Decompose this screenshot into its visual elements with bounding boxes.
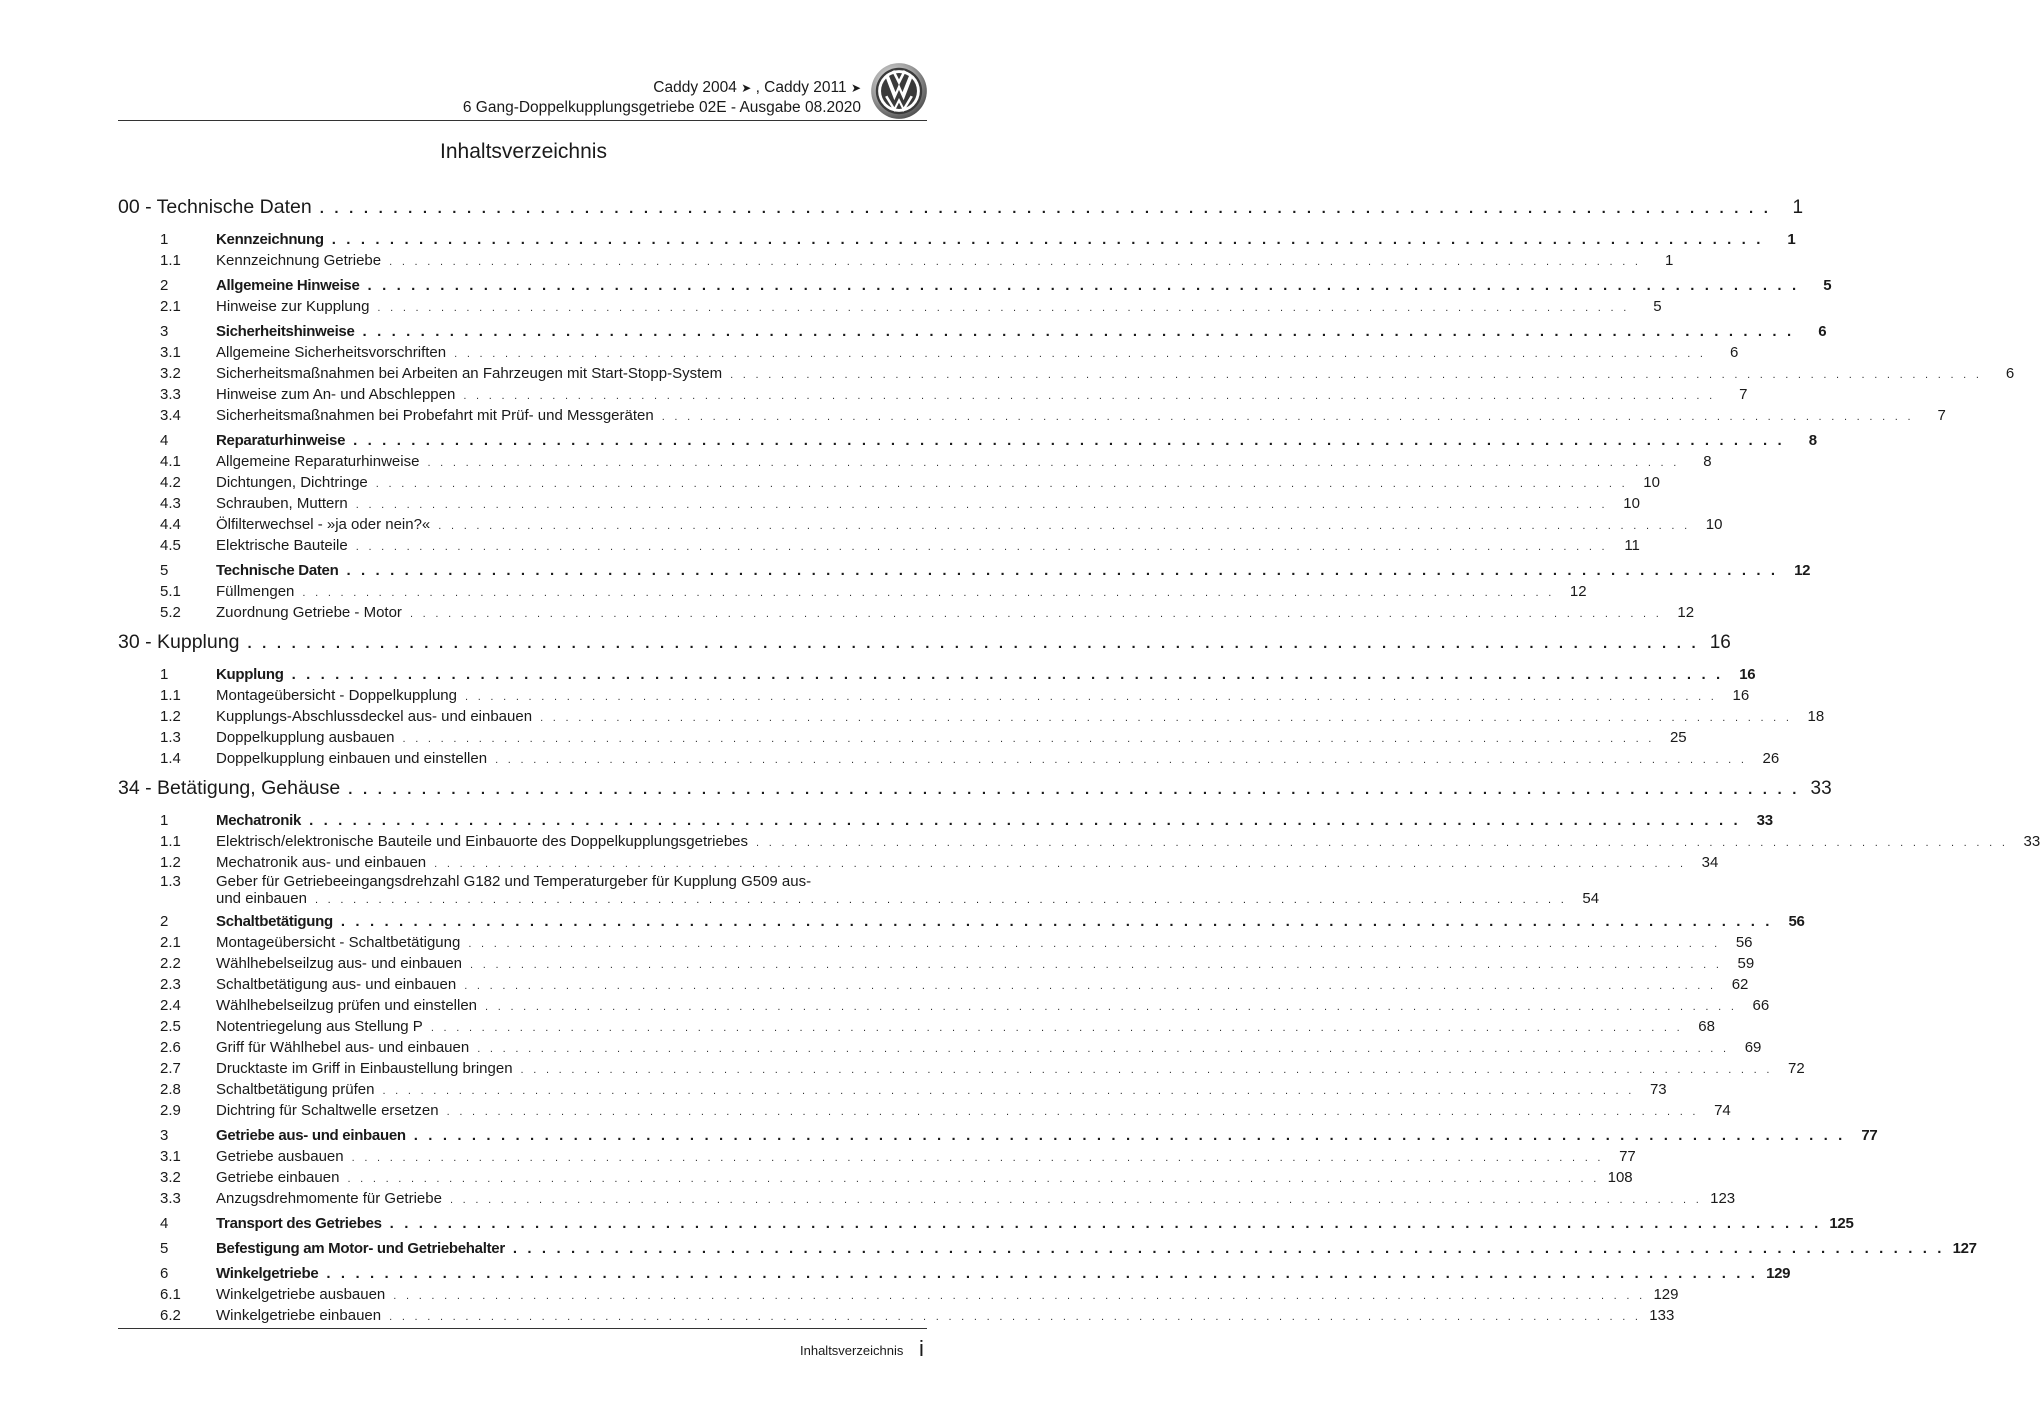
leader-dots: . . . . . . . . . . . . . . . . . . . . . . . . . . . . . . . . . . . . . . . . . . . . . . . . . . . . . . . . . . . . . . . . . . . . . . . . . . . . . . . . . . . . . . . . . . . . . . . . . . .: [389, 256, 1642, 268]
toc-chapter[interactable]: [118, 190, 1804, 225]
toc-subsection[interactable]: [118, 727, 1687, 748]
toc-title: Sicherheitshinweise: [216, 323, 355, 340]
toc-title: Winkelgetriebe ausbauen: [216, 1286, 386, 1303]
toc-subsection[interactable]: [118, 514, 1723, 535]
toc-page-number: 73: [1649, 1081, 1667, 1098]
toc-number: 1: [160, 231, 169, 248]
leader-dots: . . . . . . . . . . . . . . . . . . . . . . . . . . . . . . . . . . . . . . . . . . . . . . . . . . . . . . . . . . . . . . . . . . . . . . . . . . . . . . . . . . . . . . . . . . . . . . . . . . .: [291, 666, 1724, 683]
leader-dots: . . . . . . . . . . . . . . . . . . . . . . . . . . . . . . . . . . . . . . . . . . . . . . . . . . . . . . . . . . . . . . . . . . . . . . . . . . . . . . . . . . . . . . . . . . . . . . . . . . .: [309, 812, 1741, 829]
toc-title: Allgemeine Reparaturhinweise: [216, 453, 420, 470]
toc-number: 3.4: [160, 407, 181, 424]
toc-title: Winkelgetriebe: [216, 1265, 319, 1282]
leader-dots: . . . . . . . . . . . . . . . . . . . . . . . . . . . . . . . . . . . . . . . . . . . . . . . . . . . . . . . . . . . . . . . . . . . . . . . . . . . . . . . . . . . . . . . . . . . . . . . . . . .: [434, 858, 1687, 870]
leader-dots: . . . . . . . . . . . . . . . . . . . . . . . . . . . . . . . . . . . . . . . . . . . . . . . . . . . . . . . . . . . . . . . . . . . . . . . . . . . . . . . . . . . . . . . . . . . . . . . . . . .: [402, 733, 1655, 745]
leader-dots: . . . . . . . . . . . . . . . . . . . . . . . . . . . . . . . . . . . . . . . . . . . . . . . . . . . . . . . . . . . . . . . . . . . . . . . . . . . . . . . . . . . . . . . . . . . . . . . . . . .: [355, 499, 1608, 511]
leader-dots: . . . . . . . . . . . . . . . . . . . . . . . . . . . . . . . . . . . . . . . . . . . . . . . . . . . . . . . . . . . . . . . . . . . . . . . . . . . . . . . . . . . . . . . . . . . . . . . . . . .: [382, 1085, 1635, 1097]
toc-entry-body: [216, 873, 1599, 909]
header-vehicle-line: [161, 78, 861, 98]
toc-title: Kupplung: [216, 666, 284, 683]
toc-subsection[interactable]: [118, 1079, 1667, 1100]
toc-subsection[interactable]: [118, 932, 1753, 953]
toc-page-number: 74: [1714, 1102, 1731, 1119]
toc-title: Mechatronik aus- und einbauen: [216, 854, 427, 871]
toc-page-number: 127: [1952, 1240, 1977, 1257]
leader-dots: . . . . . . . . . . . . . . . . . . . . . . . . . . . . . . . . . . . . . . . . . . . . . . . . . . . . . . . . . . . . . . . . . . . . . . . . . . . . . . . . . . . . . . . . . . . . . . . . . . .: [326, 1265, 1759, 1282]
toc-page-number: 59: [1737, 955, 1755, 972]
toc-page-number: 5: [1823, 277, 1832, 294]
toc-number: 1.1: [160, 833, 181, 850]
toc-page-number: 1: [1792, 197, 1804, 218]
toc-section[interactable]: [118, 275, 1832, 296]
toc-page-number: 7: [1739, 386, 1748, 403]
leader-dots: . . . . . . . . . . . . . . . . . . . . . . . . . . . . . . . . . . . . . . . . . . . . . . . . . . . . . . . . . . . . . . . . . . . . . . . . . . . . . . . . . . . . . . . . . . . . . . . . . . .: [347, 1173, 1600, 1185]
toc-title: Zuordnung Getriebe - Motor: [216, 604, 402, 621]
leader-dots: . . . . . . . . . . . . . . . . . . . . . . . . . . . . . . . . . . . . . . . . . . . . . . . . . . . . . . . . . . . . . . . . . . . . . . . . . . . . . . . . . . . . . . . . . . . . . . . . . . .: [389, 1311, 1642, 1323]
leader-dots: . . . . . . . . . . . . . . . . . . . . . . . . . . . . . . . . . . . . . . . . . . . . . . . . . . . . . . . . . . . . . . . . . . . . . . . . . . . . . . . . . . . . . . . . . . . . . . . . . . .: [355, 541, 1608, 553]
toc-page-number: 12: [1569, 583, 1587, 600]
leader-dots: . . . . . . . . . . . . . . . . . . . . . . . . . . . . . . . . . . . . . . . . . . . . . . . . . . . . . . . . . . . . . . . . . . . . . . . . . . . . . . . . . . . . . . . . . . . . . . . . . . .: [247, 635, 1699, 652]
toc-page-number: 77: [1861, 1127, 1878, 1144]
toc-title: Elektrische Bauteile: [216, 537, 348, 554]
toc-subsection[interactable]: [118, 250, 1674, 271]
toc-title: Transport des Getriebes: [216, 1215, 382, 1232]
leader-dots: . . . . . . . . . . . . . . . . . . . . . . . . . . . . . . . . . . . . . . . . . . . . . . . . . . . . . . . . . . . . . . . . . . . . . . . . . . . . . . . . . . . . . . . . . . . . . . . . . . .: [463, 390, 1716, 402]
toc-number: 4: [160, 1215, 169, 1232]
toc-subsection[interactable]: [118, 1058, 1805, 1079]
toc-number: 1.1: [160, 252, 181, 269]
footer-page-numeral: i: [919, 1336, 924, 1361]
toc-page-number: 123: [1710, 1190, 1736, 1207]
toc-number: 2.2: [160, 955, 181, 972]
toc-title: Kennzeichnung Getriebe: [216, 252, 382, 269]
toc-number: 3.3: [160, 386, 181, 403]
toc-section[interactable]: [118, 1263, 1791, 1284]
toc-number: 4.5: [160, 537, 181, 554]
toc-title: Hinweise zum An- und Abschleppen: [216, 386, 456, 403]
leader-dots: . . . . . . . . . . . . . . . . . . . . . . . . . . . . . . . . . . . . . . . . . . . . . . . . . . . . . . . . . . . . . . . . . . . . . . . . . . . . . . . . . . . . . . . . . . . . . . . . . . .: [367, 277, 1800, 294]
toc-page-number: 56: [1735, 934, 1753, 951]
toc-section[interactable]: [118, 1238, 1977, 1259]
toc-subsection[interactable]: [118, 1167, 1633, 1188]
toc-subsection[interactable]: [118, 1037, 1762, 1058]
toc-subsection[interactable]: [118, 363, 2015, 384]
toc-subsection[interactable]: [118, 296, 1662, 317]
toc-title: 34 - Betätigung, Gehäuse: [118, 777, 341, 799]
toc-number: 4.3: [160, 495, 181, 512]
leader-dots: . . . . . . . . . . . . . . . . . . . . . . . . . . . . . . . . . . . . . . . . . . . . . . . . . . . . . . . . . . . . . . . . . . . . . . . . . . . . . . . . . . . . . . . . . . . . . . . . . . .: [377, 302, 1630, 314]
toc-title: Griff für Wählhebel aus- und einbauen: [216, 1039, 470, 1056]
leader-dots: . . . . . . . . . . . . . . . . . . . . . . . . . . . . . . . . . . . . . . . . . . . . . . . . . . . . . . . . . . . . . . . . . . . . . . . . . . . . . . . . . . . . . . . . . . . . . . . . . . .: [540, 712, 1793, 724]
toc-subsection[interactable]: [118, 831, 2040, 852]
arrow-icon: ➤: [850, 81, 861, 95]
leader-dots: . . . . . . . . . . . . . . . . . . . . . . . . . . . . . . . . . . . . . . . . . . . . . . . . . . . . . . . . . . . . . . . . . . . . . . . . . . . . . . . . . . . . . . . . . . . . . . . . . . .: [454, 348, 1707, 360]
toc-page-number: 10: [1705, 516, 1723, 533]
toc-section[interactable]: [118, 1213, 1854, 1234]
toc-number: 1.2: [160, 708, 181, 725]
toc-title: Technische Daten: [216, 562, 339, 579]
header-model-2: , Caddy 2011: [755, 79, 847, 96]
toc-number: 2: [160, 913, 169, 930]
toc-number: 4.4: [160, 516, 181, 533]
header-rule: [118, 120, 927, 121]
toc-section[interactable]: [118, 560, 1811, 581]
toc-page-number: 77: [1619, 1148, 1636, 1165]
toc-page-number: 8: [1808, 432, 1817, 449]
toc-page-number: 6: [2005, 365, 2015, 382]
toc-title: Ölfilterwechsel - »ja oder nein?«: [216, 516, 431, 533]
leader-dots: . . . . . . . . . . . . . . . . . . . . . . . . . . . . . . . . . . . . . . . . . . . . . . . . . . . . . . . . . . . . . . . . . . . . . . . . . . . . . . . . . . . . . . . . . . . . . . . . . . .: [319, 200, 1772, 217]
toc-title: Hinweise zur Kupplung: [216, 298, 370, 315]
toc-title: Wählhebelseilzug aus- und einbauen: [216, 955, 463, 972]
leader-dots: . . . . . . . . . . . . . . . . . . . . . . . . . . . . . . . . . . . . . . . . . . . . . . . . . . . . . . . . . . . . . . . . . . . . . . . . . . . . . . . . . . . . . . . . . . . . . . . . . . .: [470, 959, 1723, 971]
toc-title: Befestigung am Motor- und Getriebehalter: [216, 1240, 505, 1257]
toc-page-number: 7: [1937, 407, 1946, 424]
toc-page-number: 11: [1624, 537, 1640, 554]
table-of-contents: [118, 188, 2040, 1326]
toc-title: Montageübersicht - Doppelkupplung: [216, 687, 457, 704]
toc-page-number: 66: [1752, 997, 1770, 1014]
header-subtitle: 6 Gang-Doppelkupplungsgetriebe 02E - Ausgabe 08.2020: [462, 99, 861, 116]
toc-number: 6: [160, 1265, 169, 1282]
leader-dots: . . . . . . . . . . . . . . . . . . . . . . . . . . . . . . . . . . . . . . . . . . . . . . . . . . . . . . . . . . . . . . . . . . . . . . . . . . . . . . . . . . . . . . . . . . . . . . . . . . .: [520, 1064, 1773, 1076]
toc-number: 1.2: [160, 854, 181, 871]
toc-subsection[interactable]: [118, 602, 1695, 623]
toc-title-continuation: [216, 890, 1599, 909]
toc-title: Getriebe aus- und einbauen: [216, 1127, 406, 1144]
page-title: Inhaltsverzeichnis: [440, 140, 607, 163]
toc-number: 2: [160, 277, 169, 294]
toc-number: 2.1: [160, 298, 181, 315]
toc-title: Drucktaste im Griff in Einbaustellung bringen: [216, 1060, 513, 1077]
toc-number: 2.1: [160, 934, 181, 951]
toc-page-number: 16: [1709, 632, 1731, 653]
toc-title: Allgemeine Hinweise: [216, 277, 360, 294]
toc-page-number: 6: [1729, 344, 1739, 361]
toc-number: 5.2: [160, 604, 181, 621]
toc-number: 4: [160, 432, 169, 449]
leader-dots: . . . . . . . . . . . . . . . . . . . . . . . . . . . . . . . . . . . . . . . . . . . . . . . . . . . . . . . . . . . . . . . . . . . . . . . . . . . . . . . . . . . . . . . . . . . . . . . . . . .: [413, 1127, 1846, 1144]
toc-subsection[interactable]: [118, 472, 1660, 493]
toc-page-number: 133: [1649, 1307, 1675, 1324]
leader-dots: . . . . . . . . . . . . . . . . . . . . . . . . . . . . . . . . . . . . . . . . . . . . . . . . . . . . . . . . . . . . . . . . . . . . . . . . . . . . . . . . . . . . . . . . . . . . . . . . . . .: [730, 369, 1983, 381]
leader-dots: . . . . . . . . . . . . . . . . . . . . . . . . . . . . . . . . . . . . . . . . . . . . . . . . . . . . . . . . . . . . . . . . . . . . . . . . . . . . . . . . . . . . . . . . . . . . . . . . . . .: [340, 913, 1773, 930]
toc-title: Füllmengen: [216, 583, 295, 600]
toc-chapter[interactable]: [118, 771, 1832, 806]
toc-number: 3.3: [160, 1190, 181, 1207]
toc-number: 2.9: [160, 1102, 181, 1119]
toc-title: Kennzeichnung: [216, 231, 324, 248]
toc-subsection[interactable]: [118, 535, 1640, 556]
toc-subsection[interactable]: [118, 1146, 1636, 1167]
toc-number: 3: [160, 1127, 169, 1144]
toc-title: 30 - Kupplung: [118, 631, 240, 653]
toc-subsection[interactable]: [118, 852, 1719, 873]
leader-dots: . . . . . . . . . . . . . . . . . . . . . . . . . . . . . . . . . . . . . . . . . . . . . . . . . . . . . . . . . . . . . . . . . . . . . . . . . . . . . . . . . . . . . . . . . . . . . . . . . . .: [449, 1194, 1703, 1206]
toc-title: Montageübersicht - Schaltbetätigung: [216, 934, 461, 951]
toc-title: Schrauben, Muttern: [216, 495, 348, 512]
toc-page-number: 72: [1788, 1060, 1805, 1077]
toc-number: 6.1: [160, 1286, 181, 1303]
toc-number: 1: [160, 812, 169, 829]
toc-number: 2.4: [160, 997, 181, 1014]
leader-dots: . . . . . . . . . . . . . . . . . . . . . . . . . . . . . . . . . . . . . . . . . . . . . . . . . . . . . . . . . . . . . . . . . . . . . . . . . . . . . . . . . . . . . . . . . . . . . . . . . . .: [362, 323, 1795, 340]
leader-dots: . . . . . . . . . . . . . . . . . . . . . . . . . . . . . . . . . . . . . . . . . . . . . . . . . . . . . . . . . . . . . . . . . . . . . . . . . . . . . . . . . . . . . . . . . . . . . . . . . . .: [375, 478, 1628, 490]
toc-number: 3: [160, 323, 169, 340]
toc-title: 00 - Technische Daten: [118, 196, 312, 218]
toc-chapter[interactable]: [118, 625, 1731, 660]
toc-title: Kupplungs-Abschlussdeckel aus- und einbauen: [216, 708, 533, 725]
toc-page-number: 54: [1582, 890, 1600, 907]
toc-page-number: 6: [1818, 323, 1827, 340]
toc-page-number: 33: [2023, 833, 2040, 850]
leader-dots: . . . . . . . . . . . . . . . . . . . . . . . . . . . . . . . . . . . . . . . . . . . . . . . . . . . . . . . . . . . . . . . . . . . . . . . . . . . . . . . . . . . . . . . . . . . . . . . . . . .: [512, 1240, 1945, 1257]
toc-page-number: 26: [1762, 750, 1780, 767]
toc-subsection[interactable]: [118, 1305, 1675, 1326]
toc-section[interactable]: [118, 321, 1827, 342]
toc-title: Notentriegelung aus Stellung P: [216, 1018, 423, 1035]
toc-section[interactable]: [118, 664, 1756, 685]
leader-dots: . . . . . . . . . . . . . . . . . . . . . . . . . . . . . . . . . . . . . . . . . . . . . . . . . . . . . . . . . . . . . . . . . . . . . . . . . . . . . . . . . . . . . . . . . . . . . . . . . . .: [430, 1022, 1683, 1034]
toc-subsection[interactable]: [118, 1016, 1715, 1037]
leader-dots: . . . . . . . . . . . . . . . . . . . . . . . . . . . . . . . . . . . . . . . . . . . . . . . . . . . . . . . . . . . . . . . . . . . . . . . . . . . . . . . . . . . . . . . . . . . . . . . . . . .: [756, 837, 2009, 849]
toc-page-number: 18: [1807, 708, 1825, 725]
toc-number: 3.2: [160, 365, 181, 382]
toc-subsection[interactable]: [118, 748, 1780, 769]
toc-page-number: 12: [1794, 562, 1811, 579]
toc-number: 4.2: [160, 474, 181, 491]
toc-subsection[interactable]: [118, 405, 1946, 426]
toc-title: Dichtungen, Dichtringe: [216, 474, 368, 491]
toc-subsection[interactable]: [118, 873, 1600, 907]
toc-title: Doppelkupplung einbauen und einstellen: [216, 750, 488, 767]
toc-page-number: 33: [1756, 812, 1773, 829]
toc-page-number: 33: [1810, 778, 1832, 799]
leader-dots: . . . . . . . . . . . . . . . . . . . . . . . . . . . . . . . . . . . . . . . . . . . . . . . . . . . . . . . . . . . . . . . . . . . . . . . . . . . . . . . . . . . . . . . . . . . . . . . . . . .: [468, 938, 1721, 950]
toc-subsection[interactable]: [118, 384, 1748, 405]
footer-label: Inhaltsverzeichnis: [800, 1343, 904, 1358]
toc-section[interactable]: [118, 430, 1817, 451]
leader-dots: . . . . . . . . . . . . . . . . . . . . . . . . . . . . . . . . . . . . . . . . . . . . . . . . . . . . . . . . . . . . . . . . . . . . . . . . . . . . . . . . . . . . . . . . . . . . . . . . . . .: [409, 608, 1663, 620]
leader-dots: . . . . . . . . . . . . . . . . . . . . . . . . . . . . . . . . . . . . . . . . . . . . . . . . . . . . . . . . . . . . . . . . . . . . . . . . . . . . . . . . . . . . . . . . . . . . . . . . . . .: [302, 587, 1555, 599]
leader-dots: . . . . . . . . . . . . . . . . . . . . . . . . . . . . . . . . . . . . . . . . . . . . . . . . . . . . . . . . . . . . . . . . . . . . . . . . . . . . . . . . . . . . . . . . . . . . . . . . . . .: [346, 562, 1779, 579]
toc-subsection[interactable]: [118, 1100, 1731, 1121]
toc-section[interactable]: [118, 810, 1773, 831]
toc-number: 5: [160, 1240, 169, 1257]
toc-page-number: 68: [1698, 1018, 1715, 1035]
toc-title: Schaltbetätigung prüfen: [216, 1081, 375, 1098]
toc-page-number: 125: [1829, 1215, 1854, 1232]
toc-title: Wählhebelseilzug prüfen und einstellen: [216, 997, 478, 1014]
toc-number: 2.7: [160, 1060, 181, 1077]
toc-section[interactable]: [118, 1125, 1878, 1146]
leader-dots: . . . . . . . . . . . . . . . . . . . . . . . . . . . . . . . . . . . . . . . . . . . . . . . . . . . . . . . . . . . . . . . . . . . . . . . . . . . . . . . . . . . . . . . . . . . . . . . . . . .: [393, 1290, 1646, 1302]
document-header: [161, 78, 861, 118]
toc-page-number: 129: [1653, 1286, 1679, 1303]
toc-number: 1: [160, 666, 169, 683]
toc-title: Sicherheitsmaßnahmen bei Probefahrt mit Prüf- und Messgeräten: [216, 407, 654, 424]
toc-title: Doppelkupplung ausbauen: [216, 729, 395, 746]
toc-page-number: 34: [1701, 854, 1719, 871]
toc-subsection[interactable]: [118, 995, 1770, 1016]
toc-number: 1.4: [160, 750, 181, 767]
toc-number: 3.1: [160, 344, 181, 361]
toc-title: Schaltbetätigung: [216, 913, 333, 930]
toc-title: Getriebe ausbauen: [216, 1148, 344, 1165]
toc-page-number: 56: [1788, 913, 1805, 930]
leader-dots: . . . . . . . . . . . . . . . . . . . . . . . . . . . . . . . . . . . . . . . . . . . . . . . . . . . . . . . . . . . . . . . . . . . . . . . . . . . . . . . . . . . . . . . . . . . . . . . . . . .: [351, 1152, 1604, 1164]
toc-page-number: 12: [1677, 604, 1695, 621]
leader-dots: . . . . . . . . . . . . . . . . . . . . . . . . . . . . . . . . . . . . . . . . . . . . . . . . . . . . . . . . . . . . . . . . . . . . . . . . . . . . . . . . . . . . . . . . . . . . . . . . . . .: [348, 781, 1800, 798]
toc-page-number: 5: [1653, 298, 1662, 315]
leader-dots: . . . . . . . . . . . . . . . . . . . . . . . . . . . . . . . . . . . . . . . . . . . . . . . . . . . . . . . . . . . . . . . . . . . . . . . . . . . . . . . . . . . . . . . . . . . . . . . . . . .: [464, 980, 1717, 992]
toc-subsection[interactable]: [118, 1284, 1679, 1305]
footer-rule: [118, 1328, 927, 1329]
header-model-1: Caddy 2004: [653, 79, 737, 96]
toc-title: Geber für Getriebeeingangsdrehzahl G182 und Temperaturgeber für Kupplung G509 aus-: [216, 873, 812, 890]
toc-page-number: 25: [1669, 729, 1687, 746]
toc-section[interactable]: [118, 911, 1805, 932]
toc-number: 1.3: [160, 873, 181, 890]
toc-title: Getriebe einbauen: [216, 1169, 340, 1186]
toc-title: Mechatronik: [216, 812, 302, 829]
toc-subsection[interactable]: [118, 706, 1825, 727]
leader-dots: . . . . . . . . . . . . . . . . . . . . . . . . . . . . . . . . . . . . . . . . . . . . . . . . . . . . . . . . . . . . . . . . . . . . . . . . . . . . . . . . . . . . . . . . . . . . . . . . . . .: [477, 1043, 1730, 1055]
toc-page-number: 1: [1787, 231, 1796, 248]
toc-title: Allgemeine Sicherheitsvorschriften: [216, 344, 447, 361]
toc-subsection[interactable]: [118, 974, 1749, 995]
leader-dots: . . . . . . . . . . . . . . . . . . . . . . . . . . . . . . . . . . . . . . . . . . . . . . . . . . . . . . . . . . . . . . . . . . . . . . . . . . . . . . . . . . . . . . . . . . . . . . . . . . .: [661, 411, 1914, 423]
leader-dots: . . . . . . . . . . . . . . . . . . . . . . . . . . . . . . . . . . . . . . . . . . . . . . . . . . . . . . . . . . . . . . . . . . . . . . . . . . . . . . . . . . . . . . . . . . . . . . . . . . .: [465, 691, 1718, 703]
arrow-icon: ➤: [741, 81, 752, 95]
toc-title: Sicherheitsmaßnahmen bei Arbeiten an Fahrzeugen mit Start-Stopp-System: [216, 365, 723, 382]
leader-dots: . . . . . . . . . . . . . . . . . . . . . . . . . . . . . . . . . . . . . . . . . . . . . . . . . . . . . . . . . . . . . . . . . . . . . . . . . . . . . . . . . . . . . . . . . . . . . . . . . . .: [446, 1106, 1699, 1118]
toc-number: 2.3: [160, 976, 181, 993]
toc-subsection[interactable]: [118, 342, 1739, 363]
toc-subsection[interactable]: [118, 953, 1755, 974]
toc-number: 4.1: [160, 453, 181, 470]
toc-section[interactable]: [118, 229, 1796, 250]
toc-subsection[interactable]: [118, 493, 1640, 514]
toc-subsection[interactable]: [118, 451, 1712, 472]
toc-title: Schaltbetätigung aus- und einbauen: [216, 976, 457, 993]
toc-number: 2.8: [160, 1081, 181, 1098]
leader-dots: . . . . . . . . . . . . . . . . . . . . . . . . . . . . . . . . . . . . . . . . . . . . . . . . . . . . . . . . . . . . . . . . . . . . . . . . . . . . . . . . . . . . . . . . . . . . . . . . . . .: [485, 1001, 1738, 1013]
toc-title: Elektrisch/elektronische Bauteile und Einbauorte des Doppelkupplungsgetriebes: [216, 833, 749, 850]
toc-page-number: 1: [1664, 252, 1674, 269]
toc-number: 3.2: [160, 1169, 181, 1186]
toc-number: 2.5: [160, 1018, 181, 1035]
toc-number: 1.1: [160, 687, 181, 704]
toc-page-number: 16: [1732, 687, 1750, 704]
toc-page-number: 8: [1703, 453, 1712, 470]
toc-title: Anzugsdrehmomente für Getriebe: [216, 1190, 442, 1207]
leader-dots: . . . . . . . . . . . . . . . . . . . . . . . . . . . . . . . . . . . . . . . . . . . . . . . . . . . . . . . . . . . . . . . . . . . . . . . . . . . . . . . . . . . . . . . . . . . . . . . . . . .: [331, 231, 1764, 248]
leader-dots: . . . . . . . . . . . . . . . . . . . . . . . . . . . . . . . . . . . . . . . . . . . . . . . . . . . . . . . . . . . . . . . . . . . . . . . . . . . . . . . . . . . . . . . . . . . . . . . . . . .: [389, 1215, 1822, 1232]
toc-number: 5: [160, 562, 169, 579]
toc-page-number: 10: [1623, 495, 1640, 512]
leader-dots: . . . . . . . . . . . . . . . . . . . . . . . . . . . . . . . . . . . . . . . . . . . . . . . . . . . . . . . . . . . . . . . . . . . . . . . . . . . . . . . . . . . . . . . . . . . . . . . . . . .: [438, 520, 1691, 532]
toc-subsection[interactable]: [118, 1188, 1736, 1209]
toc-title: Reparaturhinweise: [216, 432, 346, 449]
toc-number: 1.3: [160, 729, 181, 746]
toc-number: 5.1: [160, 583, 181, 600]
toc-number: 6.2: [160, 1307, 181, 1324]
toc-title-line2: und einbauen: [216, 890, 307, 907]
toc-title: Winkelgetriebe einbauen: [216, 1307, 382, 1324]
toc-page-number: 129: [1766, 1265, 1791, 1282]
leader-dots: . . . . . . . . . . . . . . . . . . . . . . . . . . . . . . . . . . . . . . . . . . . . . . . . . . . . . . . . . . . . . . . . . . . . . . . . . . . . . . . . . . . . . . . . . . . . . . . . . . .: [314, 894, 1568, 906]
leader-dots: . . . . . . . . . . . . . . . . . . . . . . . . . . . . . . . . . . . . . . . . . . . . . . . . . . . . . . . . . . . . . . . . . . . . . . . . . . . . . . . . . . . . . . . . . . . . . . . . . . .: [495, 754, 1748, 766]
toc-page-number: 69: [1744, 1039, 1762, 1056]
toc-subsection[interactable]: [118, 581, 1587, 602]
toc-page-number: 108: [1607, 1169, 1633, 1186]
toc-page-number: 10: [1643, 474, 1660, 491]
vw-logo-icon: [870, 62, 928, 120]
toc-title: Dichtring für Schaltwelle ersetzen: [216, 1102, 439, 1119]
toc-number: 2.6: [160, 1039, 181, 1056]
toc-subsection[interactable]: [118, 685, 1750, 706]
leader-dots: . . . . . . . . . . . . . . . . . . . . . . . . . . . . . . . . . . . . . . . . . . . . . . . . . . . . . . . . . . . . . . . . . . . . . . . . . . . . . . . . . . . . . . . . . . . . . . . . . . .: [427, 457, 1680, 469]
toc-page-number: 62: [1731, 976, 1749, 993]
leader-dots: . . . . . . . . . . . . . . . . . . . . . . . . . . . . . . . . . . . . . . . . . . . . . . . . . . . . . . . . . . . . . . . . . . . . . . . . . . . . . . . . . . . . . . . . . . . . . . . . . . .: [353, 432, 1785, 449]
toc-page-number: 16: [1739, 666, 1756, 683]
toc-number: 3.1: [160, 1148, 181, 1165]
